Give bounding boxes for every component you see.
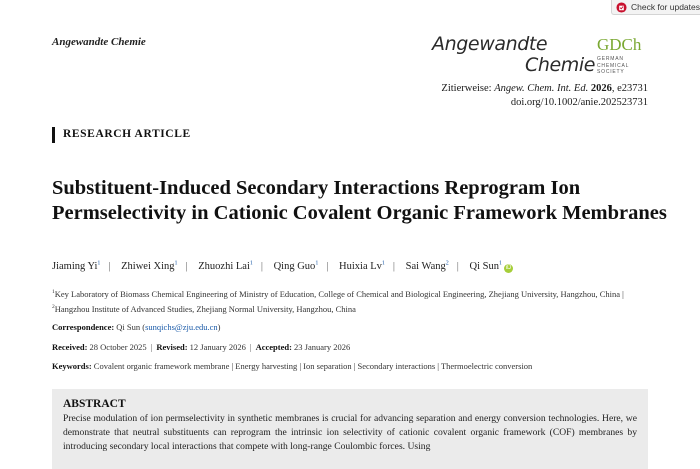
check-for-updates-label: Check for updates	[631, 2, 700, 12]
orcid-icon[interactable]: iD	[505, 264, 512, 271]
journal-logo	[432, 33, 652, 77]
author[interactable]: Huixia Lv$^1$	[339, 260, 385, 272]
logo-line2: Chemie	[525, 54, 596, 76]
article-title: Substituent-Induced Secondary Interactions Reprogram Ion Permselectivity in Cationic Covalent Organic Framework Membranes	[52, 177, 667, 224]
author[interactable]: Zhuozhi Lai$^1$	[198, 260, 253, 272]
check-for-updates-button[interactable]	[611, 0, 700, 15]
author-list: Jiaming Yi$^1$ | Zhiwei Xing$^1$ | Zhuozhi Lai$^1$ | Qing Guo$^1$ | Huixia Lv$^1$ | Sai Wang$^2$ | Qi Sun$^1$iD	[52, 260, 512, 272]
doi-link[interactable]: doi.org/10.1002/anie.202523731	[510, 97, 648, 108]
logo-line1: Angewandte	[432, 33, 548, 55]
abstract-box	[52, 389, 648, 469]
article-type: RESEARCH ARTICLE	[63, 128, 191, 140]
email-link[interactable]: sunqichs@zju.edu.cn	[145, 322, 218, 332]
author[interactable]: Jiaming Yi$^1$	[52, 260, 101, 272]
article-type-bar	[52, 127, 55, 143]
journal-name: Angewandte Chemie	[52, 36, 146, 48]
citation-line: Zitierweise: Angew. Chem. Int. Ed. 2026, e23731	[441, 83, 648, 94]
author[interactable]: Zhiwei Xing$^1$	[121, 260, 178, 272]
author[interactable]: Qi Sun$^1$	[469, 260, 502, 272]
author[interactable]: Sai Wang$^2$	[405, 260, 449, 272]
abstract-heading: ABSTRACT	[63, 398, 126, 410]
check-for-updates-icon	[616, 2, 627, 13]
keywords: Keywords: Covalent organic framework membrane | Energy harvesting | Ion separation | Secondary interactions | Thermoelectric conversion	[52, 361, 533, 371]
author[interactable]: Qing Guo$^1$	[273, 260, 319, 272]
article-dates: Received: 28 October 2025 | Revised: 12 January 2026 | Accepted: 23 January 2026	[52, 342, 351, 352]
gdch-society-name: GERMAN CHEMICAL SOCIETY	[597, 56, 630, 75]
abstract-text: Precise modulation of ion permselectivity in synthetic membranes is crucial for advancing separation and energy conversion technologies. Here, we demonstrate that neutral substituents can reprogram the intrinsic ion selectivity of cationic covalent organic framework (COF) membranes by introducing secondary local interactions that compete with long-range Coulombic forces. Using	[63, 413, 637, 452]
affiliation-2: Hangzhou Institute of Advanced Studies, Zhejiang Normal University, Hangzhou, China	[54, 303, 356, 314]
affiliation-1: Key Laboratory of Biomass Chemical Engineering of Ministry of Education, College of Chemical and Biological Engineering, Zhejiang University, Hangzhou, China	[54, 288, 621, 299]
gdch-logo: GDCh	[597, 35, 642, 54]
correspondence: Correspondence: Qi Sun (sunqichs@zju.edu.cn)	[52, 322, 221, 332]
affiliations: $^1$Key Laboratory of Biomass Chemical Engineering of Ministry of Education, College of Chemical and Biological Engineering, Zhejiang University, Hangzhou, China | $^2$Hangzhou Institute of Advanced Studies, Zhejiang Normal University, Hangzhou, China	[52, 288, 624, 314]
citation-block	[441, 82, 648, 110]
